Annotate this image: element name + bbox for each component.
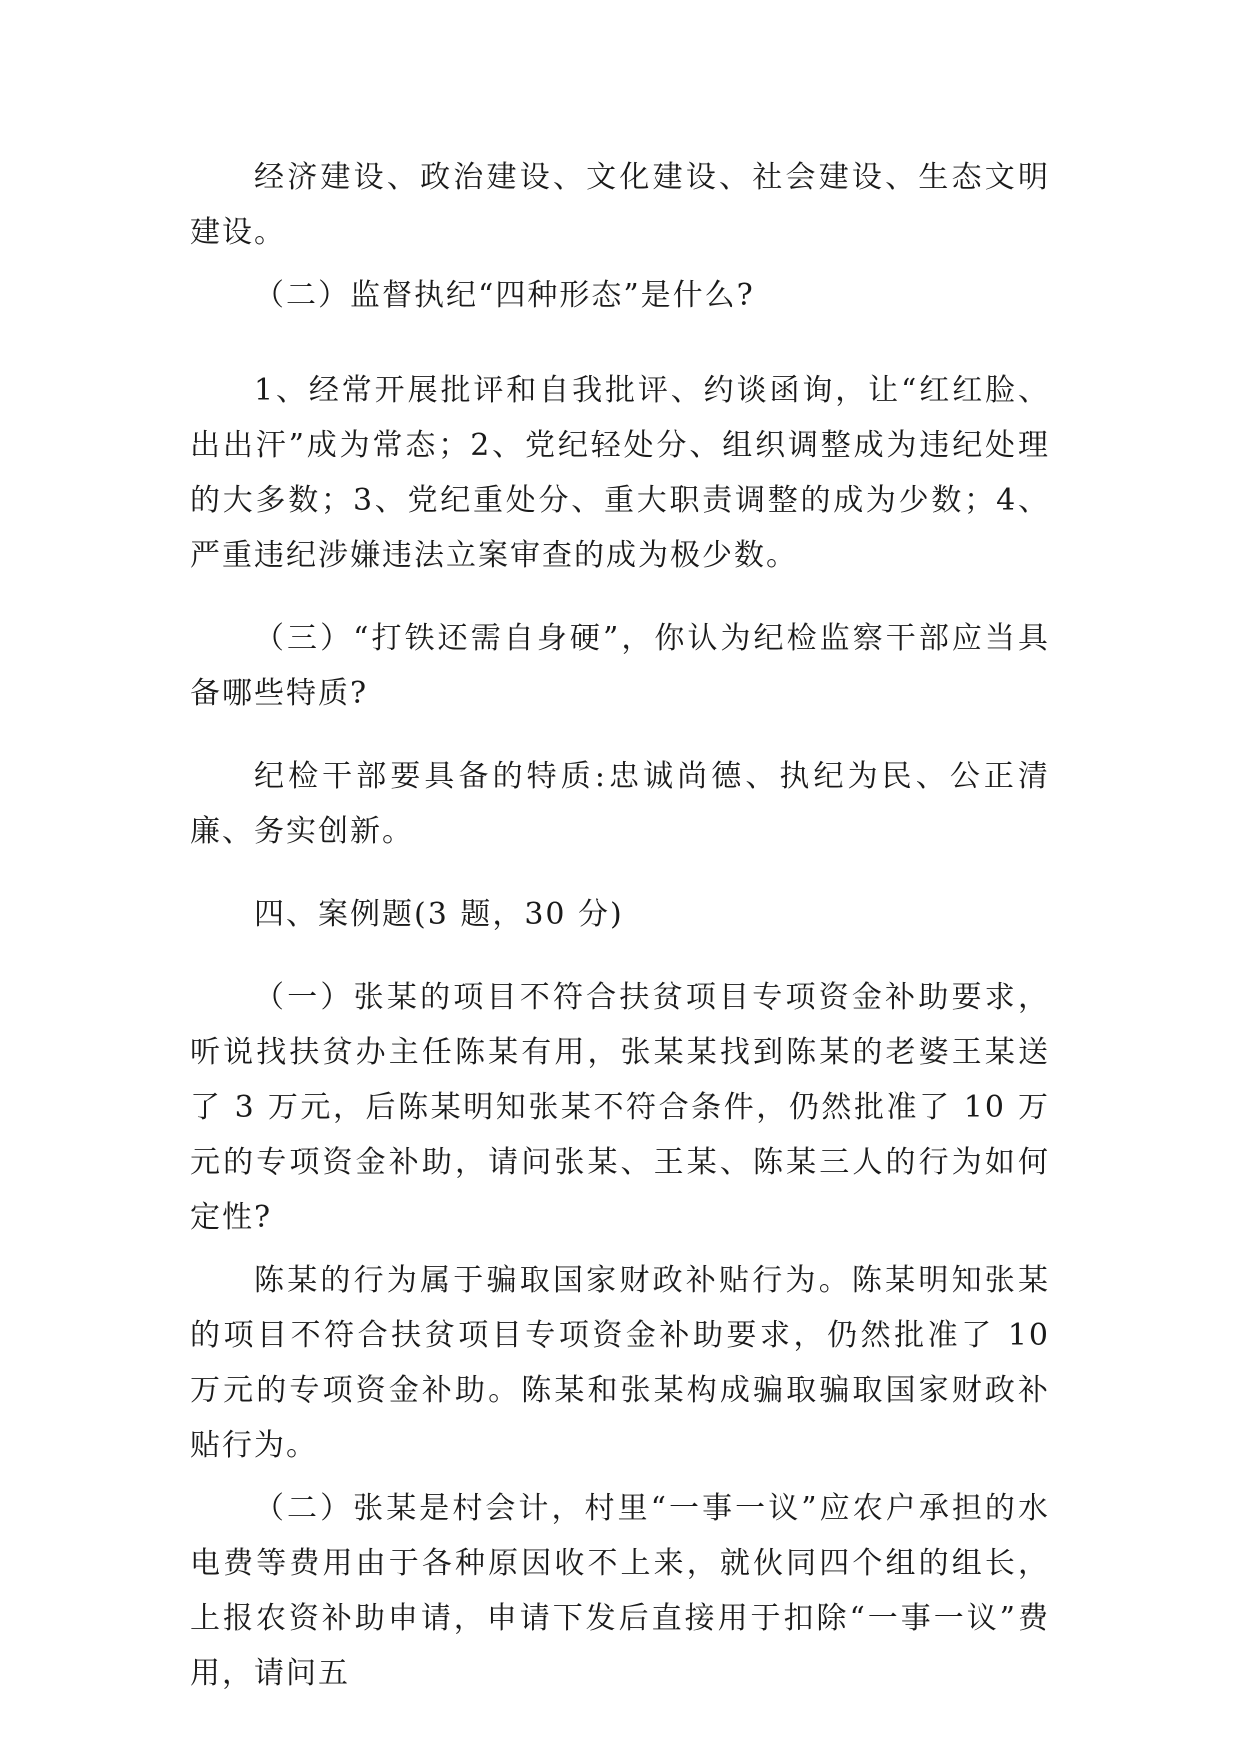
answer-cadre-qualities: 纪检干部要具备的特质:忠诚尚德、执纪为民、公正清廉、务实创新。 [190,759,1050,849]
answer-four-forms: 1、经常开展批评和自我批评、约谈函询，让“红红脸、出出汗”成为常态；2、党纪轻处分、组织调整成为违纪处理的大多数；3、党纪重处分、重大职责调整的成为少数；4、严重违纪涉嫌违法立案审查的成为极少数。 [190,373,1050,573]
question-four-forms: （二）监督执纪“四种形态”是什么? [254,278,755,313]
case-one-question: （一）张某的项目不符合扶贫项目专项资金补助要求，听说找扶贫办主任陈某有用，张某某找到陈某的老婆王某送了 3 万元，后陈某明知张某不符合条件，仍然批准了 10 万元的专项资金补助，请问张某、王某、陈某三人的行为如何定性? [190,980,1050,1235]
paragraph-construction-areas: 经济建设、政治建设、文化建设、社会建设、生态文明建设。 [190,160,1050,250]
section-heading-case-studies: 四、案例题(3 题，30 分) [254,897,624,932]
document-page [190,150,1050,1701]
question-cadre-qualities: （三）“打铁还需自身硬”，你认为纪检监察干部应当具备哪些特质? [190,621,1050,711]
case-two-question: （二）张某是村会计，村里“一事一议”应农户承担的水电费等费用由于各种原因收不上来，就伙同四个组的组长，上报农资补助申请，申请下发后直接用于扣除“一事一议”费用，请问五 [190,1491,1050,1691]
case-one-answer: 陈某的行为属于骗取国家财政补贴行为。陈某明知张某的项目不符合扶贫项目专项资金补助要求，仍然批准了 10 万元的专项资金补助。陈某和张某构成骗取骗取国家财政补贴行为。 [190,1263,1050,1463]
